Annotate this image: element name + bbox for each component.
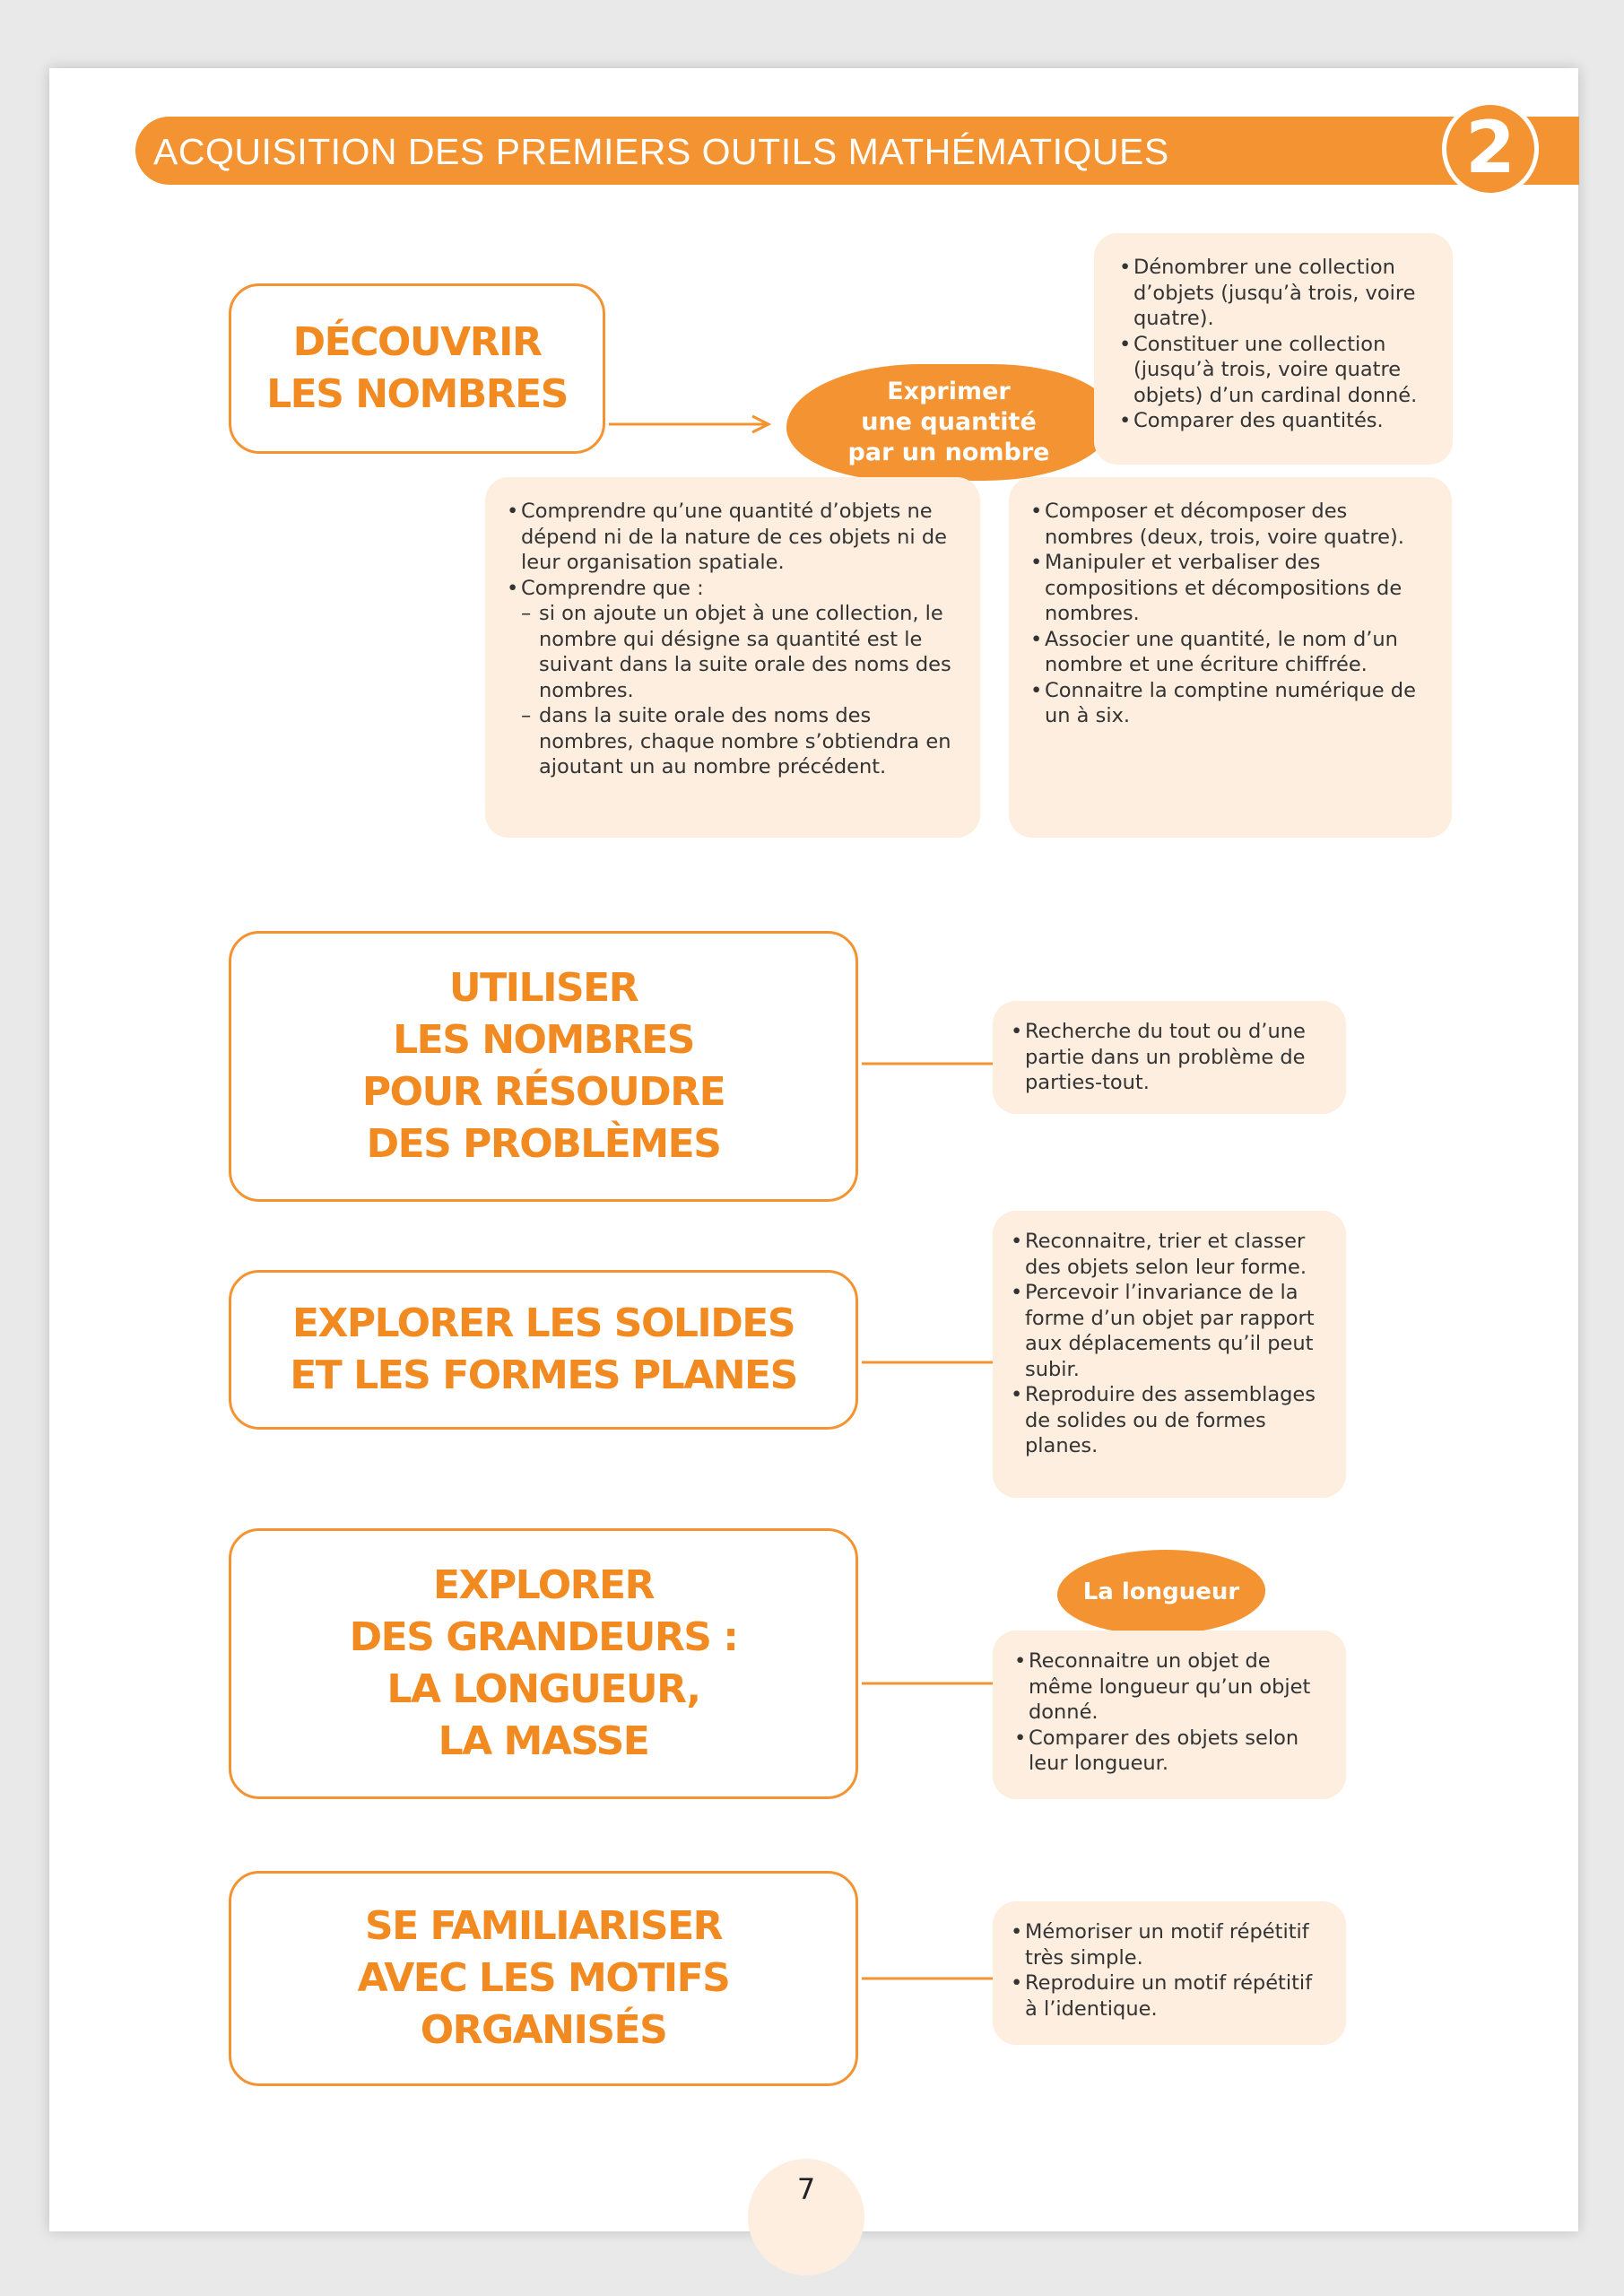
note-numbers-top: • Dénombrer une collection d’objets (jusqu’à trois, voire quatre). • Constituer une collection (jusqu’à trois, voire quatre objets) d’un cardinal donné. • Comparer des quantités. <box>1094 233 1453 465</box>
section-title-solids: EXPLORER LES SOLIDES ET LES FORMES PLANES <box>229 1270 858 1430</box>
section-title-sizes: EXPLORER DES GRANDEURS : LA LONGUEUR, LA MASSE <box>229 1528 858 1799</box>
page-number: 7 <box>796 2172 816 2206</box>
note-solids: • Reconnaitre, trier et classer des objets selon leur forme. • Percevoir l’invariance de la forme d’un objet par rapport aux déplacements qu’il peut subir. • Reproduire des assemblages de solides ou de formes planes. <box>993 1211 1346 1498</box>
blob-longueur: La longueur <box>1057 1550 1265 1634</box>
note-numbers-right: • Composer et décomposer des nombres (deux, trois, voire quatre). • Manipuler et verbaliser des compositions et décompositions de nombres. • Associer une quantité, le nom d’un nombre et une écriture chiffrée. • Connaitre la comptine numérique de un à six. <box>1009 477 1452 838</box>
note-patterns: • Mémoriser un motif répétitif très simple. • Reproduire un motif répétitif à l’identique. <box>993 1901 1346 2045</box>
note-problems: • Recherche du tout ou d’une partie dans un problème de parties-tout. <box>993 1001 1346 1114</box>
note-sizes: • Reconnaitre un objet de même longueur qu’un objet donné. • Comparer des objets selon leur longueur. <box>993 1631 1346 1799</box>
note-numbers-left: • Comprendre qu’une quantité d’objets ne dépend ni de la nature de ces objets ni de leur organisation spatiale. • Comprendre que : – si on ajoute un objet à une collection, le nombre qui désigne sa quantité est le suivant dans la suite orale des noms des nombres. – dans la suite orale des noms des nombres, chaque nombre s’obtiendra en ajoutant un au nombre précédent. <box>485 477 980 838</box>
chapter-number-badge: 2 <box>1442 100 1539 197</box>
chapter-header-bar <box>135 117 1579 185</box>
section-title-numbers: DÉCOUVRIR LES NOMBRES <box>229 283 605 454</box>
document-page <box>49 68 1578 2231</box>
chapter-title: ACQUISITION DES PREMIERS OUTILS MATHÉMATIQUES <box>153 131 1169 172</box>
arrow-numbers <box>609 411 779 438</box>
section-title-patterns: SE FAMILIARISER AVEC LES MOTIFS ORGANISÉS <box>229 1871 858 2086</box>
section-title-problems: UTILISER LES NOMBRES POUR RÉSOUDRE DES PROBLÈMES <box>229 931 858 1202</box>
blob-exprimer-quantite: Exprimer une quantité par un nombre <box>786 364 1111 481</box>
